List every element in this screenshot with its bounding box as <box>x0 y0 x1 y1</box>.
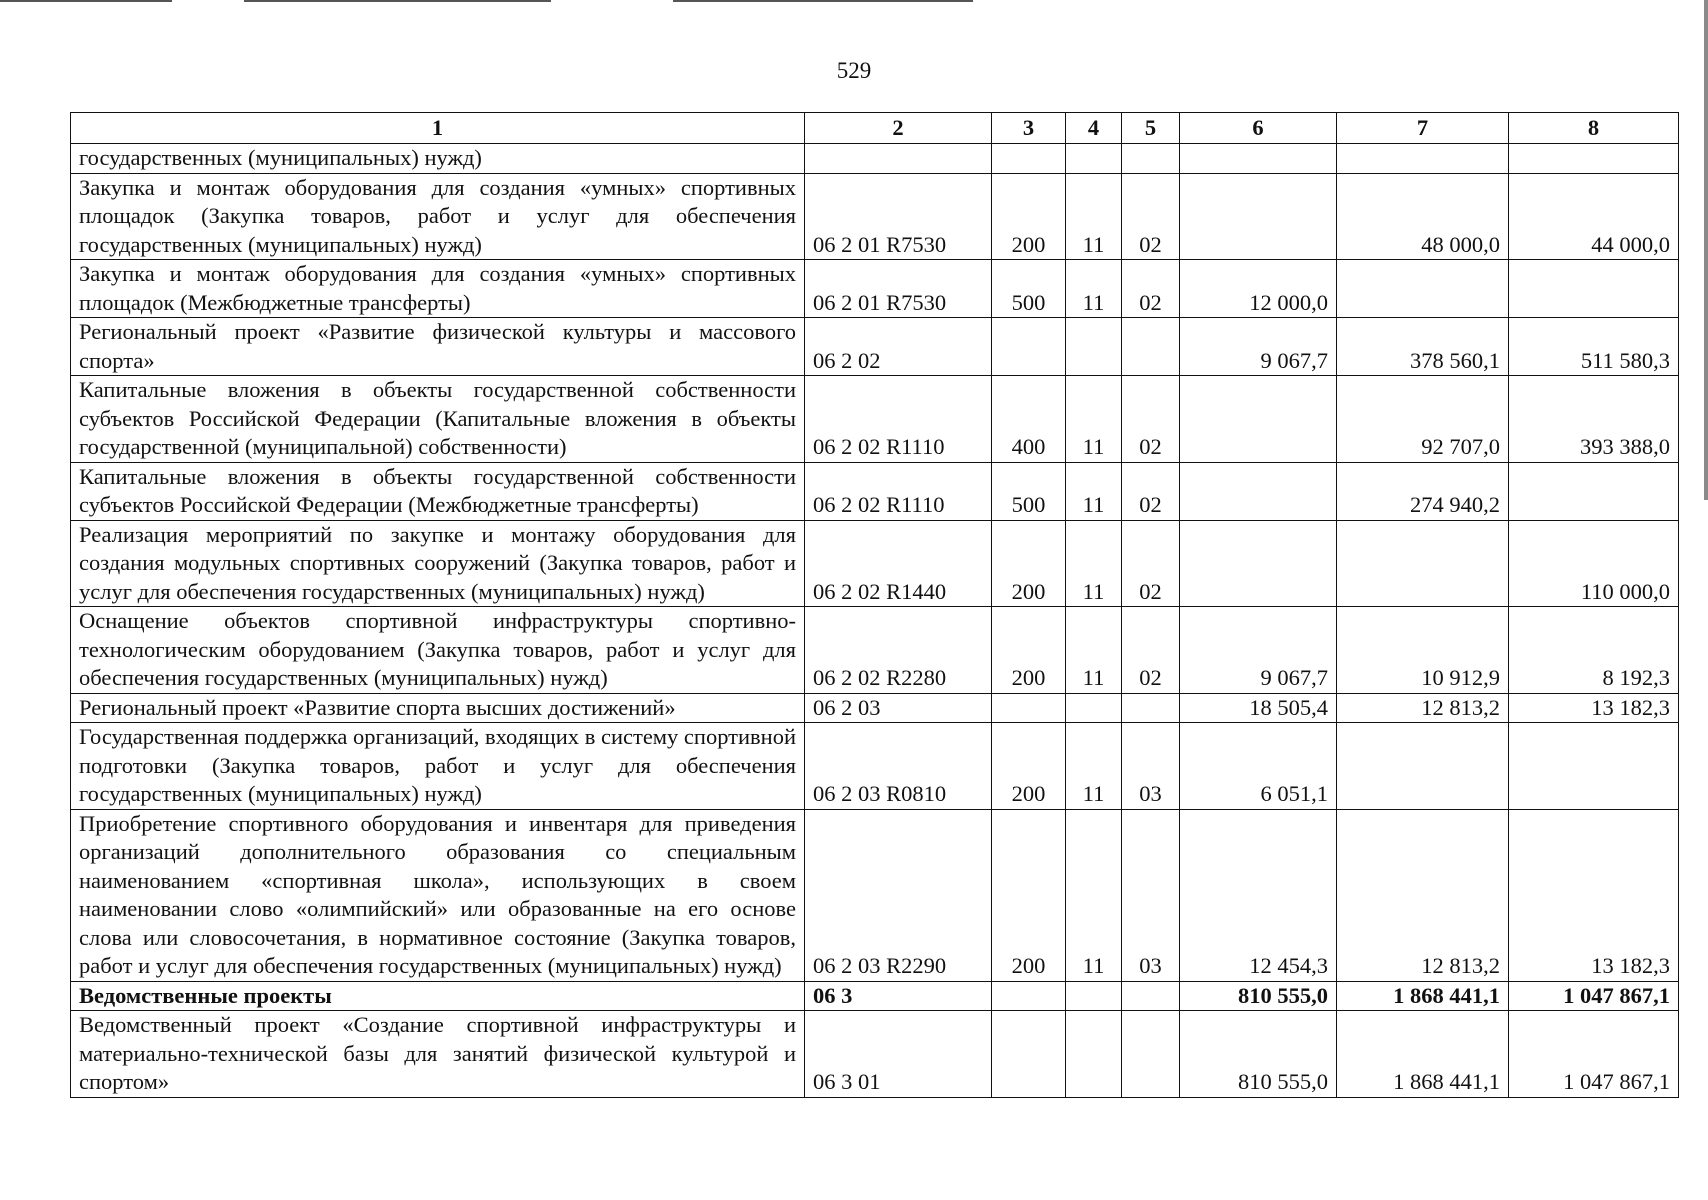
row-col3: 200 <box>992 809 1066 981</box>
row-col4: 11 <box>1066 376 1122 463</box>
row-col7: 12 813,2 <box>1337 809 1509 981</box>
row-col8: 13 182,3 <box>1509 693 1679 723</box>
table-row <box>71 144 1679 174</box>
row-col5 <box>1122 693 1180 723</box>
row-col3: 200 <box>992 723 1066 810</box>
column-header: 8 <box>1509 113 1679 144</box>
row-col7 <box>1337 144 1509 174</box>
row-col6: 12 000,0 <box>1180 260 1337 318</box>
row-col5 <box>1122 144 1180 174</box>
row-col3: 500 <box>992 260 1066 318</box>
row-col5: 02 <box>1122 462 1180 520</box>
row-col7: 274 940,2 <box>1337 462 1509 520</box>
table-row <box>71 607 1679 694</box>
row-col7 <box>1337 520 1509 607</box>
table-row <box>71 1011 1679 1098</box>
table-row <box>71 723 1679 810</box>
row-col8: 13 182,3 <box>1509 809 1679 981</box>
row-col8: 1 047 867,1 <box>1509 1011 1679 1098</box>
table-row <box>71 376 1679 463</box>
scan-edge-line <box>673 0 973 2</box>
row-col5: 03 <box>1122 723 1180 810</box>
table-header-row <box>71 113 1679 144</box>
row-code: 06 2 01 R7530 <box>805 173 992 260</box>
row-description: Оснащение объектов спортивной инфраструктуры спортивно-технологическим оборудованием (Закупка товаров, работ и услуг для обеспечения государственных (муниципальных) нужд) <box>71 607 805 694</box>
row-description: Государственная поддержка организаций, входящих в систему спортивной подготовки (Закупка товаров, работ и услуг для обеспечения государственных (муниципальных) нужд) <box>71 723 805 810</box>
row-code: 06 3 <box>805 981 992 1011</box>
table-row <box>71 318 1679 376</box>
row-col6: 12 454,3 <box>1180 809 1337 981</box>
column-header: 2 <box>805 113 992 144</box>
table-row <box>71 260 1679 318</box>
row-description: Закупка и монтаж оборудования для создания «умных» спортивных площадок (Межбюджетные трансферты) <box>71 260 805 318</box>
row-col3 <box>992 693 1066 723</box>
row-col7: 1 868 441,1 <box>1337 981 1509 1011</box>
row-col8: 110 000,0 <box>1509 520 1679 607</box>
row-col6 <box>1180 376 1337 463</box>
row-col5: 02 <box>1122 173 1180 260</box>
row-code: 06 2 02 R2280 <box>805 607 992 694</box>
column-header: 7 <box>1337 113 1509 144</box>
scan-edge-line <box>244 0 551 2</box>
row-col6: 810 555,0 <box>1180 1011 1337 1098</box>
row-col5: 02 <box>1122 607 1180 694</box>
row-col6 <box>1180 462 1337 520</box>
scan-edge-line <box>0 0 172 2</box>
row-col6: 18 505,4 <box>1180 693 1337 723</box>
row-col7: 92 707,0 <box>1337 376 1509 463</box>
row-col5 <box>1122 318 1180 376</box>
row-col4 <box>1066 693 1122 723</box>
row-col6 <box>1180 520 1337 607</box>
row-code: 06 2 02 R1440 <box>805 520 992 607</box>
row-col8 <box>1509 462 1679 520</box>
row-col4 <box>1066 1011 1122 1098</box>
row-col5: 02 <box>1122 520 1180 607</box>
row-description: Реализация мероприятий по закупке и монтажу оборудования для создания модульных спортивных сооружений (Закупка товаров, работ и услуг для обеспечения государственных (муниципальных) нужд) <box>71 520 805 607</box>
row-code: 06 2 01 R7530 <box>805 260 992 318</box>
row-col7 <box>1337 260 1509 318</box>
row-col5: 03 <box>1122 809 1180 981</box>
row-code: 06 2 02 R1110 <box>805 376 992 463</box>
budget-table <box>70 112 1679 1098</box>
table-row <box>71 520 1679 607</box>
row-col6: 9 067,7 <box>1180 607 1337 694</box>
row-col8 <box>1509 144 1679 174</box>
row-col6: 9 067,7 <box>1180 318 1337 376</box>
page-number: 529 <box>836 58 872 83</box>
row-col3: 400 <box>992 376 1066 463</box>
row-description: Приобретение спортивного оборудования и инвентаря для приведения организаций дополнительного образования со специальным наименованием «спортивная школа», использующих в своем наименовании слово «олимпийский» или образованные на его основе слова или словосочетания, в нормативное состояние (Закупка товаров, работ и услуг для обеспечения государственных (муниципальных) нужд) <box>71 809 805 981</box>
row-description: Закупка и монтаж оборудования для создания «умных» спортивных площадок (Закупка товаров, работ и услуг для обеспечения государственных (муниципальных) нужд) <box>71 173 805 260</box>
row-col8 <box>1509 260 1679 318</box>
row-col5: 02 <box>1122 376 1180 463</box>
row-description: Капитальные вложения в объекты государственной собственности субъектов Российской Федерации (Межбюджетные трансферты) <box>71 462 805 520</box>
row-col3: 200 <box>992 173 1066 260</box>
row-col4: 11 <box>1066 607 1122 694</box>
row-description: Капитальные вложения в объекты государственной собственности субъектов Российской Федерации (Капитальные вложения в объекты государственной (муниципальной) собственности) <box>71 376 805 463</box>
row-col8: 1 047 867,1 <box>1509 981 1679 1011</box>
row-col4 <box>1066 144 1122 174</box>
row-col6 <box>1180 144 1337 174</box>
row-col4: 11 <box>1066 260 1122 318</box>
row-code: 06 2 02 <box>805 318 992 376</box>
row-description: государственных (муниципальных) нужд) <box>71 144 805 174</box>
column-header: 1 <box>71 113 805 144</box>
row-col3 <box>992 318 1066 376</box>
row-col7: 1 868 441,1 <box>1337 1011 1509 1098</box>
row-col4: 11 <box>1066 173 1122 260</box>
row-col3 <box>992 981 1066 1011</box>
row-description: Ведомственные проекты <box>71 981 805 1011</box>
row-code: 06 2 02 R1110 <box>805 462 992 520</box>
row-col3: 200 <box>992 607 1066 694</box>
row-col3 <box>992 144 1066 174</box>
table-row-section-total <box>71 981 1679 1011</box>
row-col7: 378 560,1 <box>1337 318 1509 376</box>
row-col5: 02 <box>1122 260 1180 318</box>
row-description: Региональный проект «Развитие физической культуры и массового спорта» <box>71 318 805 376</box>
table-row <box>71 693 1679 723</box>
column-header: 5 <box>1122 113 1180 144</box>
row-code: 06 2 03 R2290 <box>805 809 992 981</box>
column-header: 4 <box>1066 113 1122 144</box>
row-col7 <box>1337 723 1509 810</box>
row-col7: 12 813,2 <box>1337 693 1509 723</box>
row-col4: 11 <box>1066 723 1122 810</box>
row-col4: 11 <box>1066 520 1122 607</box>
row-col3: 200 <box>992 520 1066 607</box>
table-row <box>71 462 1679 520</box>
row-col3 <box>992 1011 1066 1098</box>
column-header: 6 <box>1180 113 1337 144</box>
row-code: 06 2 03 R0810 <box>805 723 992 810</box>
row-col4: 11 <box>1066 462 1122 520</box>
row-col8: 393 388,0 <box>1509 376 1679 463</box>
row-col4 <box>1066 318 1122 376</box>
table-row <box>71 173 1679 260</box>
row-col7: 10 912,9 <box>1337 607 1509 694</box>
row-description: Ведомственный проект «Создание спортивной инфраструктуры и материально-технической базы для занятий физической культурой и спортом» <box>71 1011 805 1098</box>
row-col6 <box>1180 173 1337 260</box>
row-col8: 511 580,3 <box>1509 318 1679 376</box>
row-col6: 6 051,1 <box>1180 723 1337 810</box>
row-code <box>805 144 992 174</box>
row-code: 06 2 03 <box>805 693 992 723</box>
row-col5 <box>1122 981 1180 1011</box>
row-col5 <box>1122 1011 1180 1098</box>
row-col6: 810 555,0 <box>1180 981 1337 1011</box>
row-col4: 11 <box>1066 809 1122 981</box>
row-description: Региональный проект «Развитие спорта высших достижений» <box>71 693 805 723</box>
row-col4 <box>1066 981 1122 1011</box>
column-header: 3 <box>992 113 1066 144</box>
table-row <box>71 809 1679 981</box>
row-col3: 500 <box>992 462 1066 520</box>
row-code: 06 3 01 <box>805 1011 992 1098</box>
row-col8 <box>1509 723 1679 810</box>
row-col8: 44 000,0 <box>1509 173 1679 260</box>
row-col8: 8 192,3 <box>1509 607 1679 694</box>
row-col7: 48 000,0 <box>1337 173 1509 260</box>
